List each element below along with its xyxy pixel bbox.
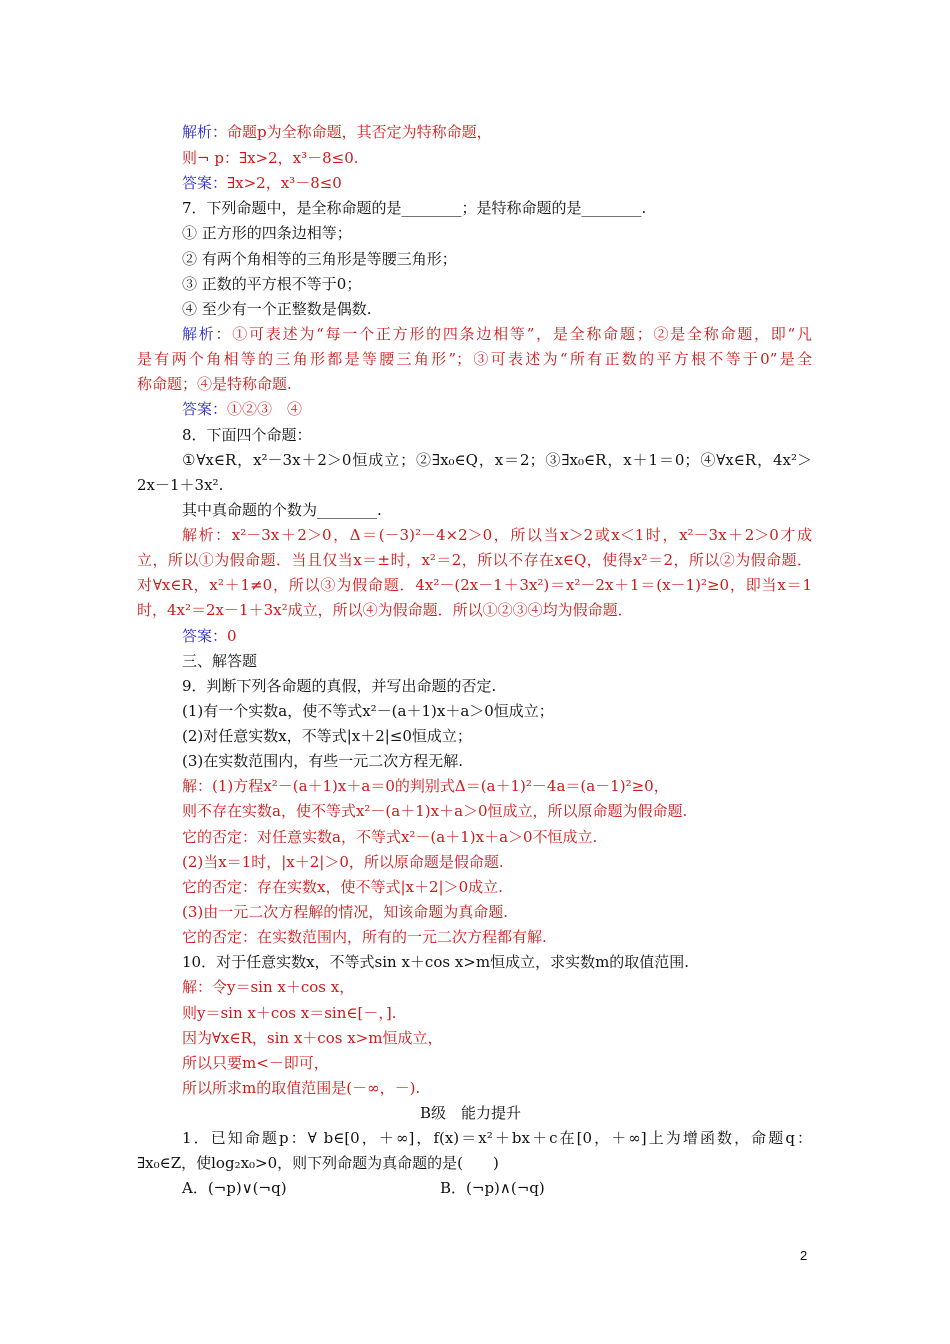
text-line-l21 — [182, 626, 237, 646]
text-line-l36 — [182, 1003, 396, 1023]
text-line-l12 — [182, 399, 302, 419]
text-line-l34 — [182, 952, 689, 972]
text-span: 它的否定：在实数范围内，所有的一元二次方程都有解. — [182, 928, 547, 946]
page-number: 2 — [800, 1248, 808, 1263]
text-span: 答案： — [182, 627, 228, 645]
text-line-l24 — [182, 701, 554, 721]
text-span: 则¬ p：∃x>2，x³－8≤0. — [182, 149, 359, 167]
text-line-l32 — [182, 902, 508, 922]
text-span: 是有两个角相等的三角形都是等腰三角形”；③可表述为“所有正数的平方根不等于0”是全 — [137, 350, 812, 368]
text-line-l2 — [182, 148, 359, 168]
text-span: 解析： — [182, 123, 228, 141]
text-line-l23 — [182, 676, 496, 696]
text-line-l20 — [137, 600, 633, 620]
text-span: 其中真命题的个数为________. — [182, 501, 382, 519]
text-line-l14 — [182, 450, 812, 470]
text-span: 解析：x²－3x＋2＞0，Δ＝(－3)²－4×2＞0，所以当x＞2或x＜1时，x²－3x＋2＞0才成 — [182, 526, 812, 544]
text-span: (2)当x＝1时，|x＋2|＞0，所以原命题是假命题. — [182, 853, 504, 871]
text-span: ∃x₀∈Z，使log₂x₀>0，则下列命题为真命题的是( ) — [137, 1154, 499, 1172]
text-line-l7 — [182, 274, 361, 294]
text-line-l9 — [182, 324, 812, 344]
text-line-l25 — [182, 726, 472, 746]
text-line-l10 — [137, 349, 812, 369]
text-line-l43a — [182, 1178, 287, 1198]
text-span: A．(¬p)∨(¬q) — [182, 1179, 287, 1197]
text-span: (2)对任意实数x，不等式|x＋2|≤0恒成立； — [182, 727, 472, 745]
text-line-l8 — [182, 299, 372, 319]
text-span: ∃x>2，x³－8≤0 — [227, 174, 342, 192]
text-span: 答案： — [182, 174, 228, 192]
text-line-l19 — [137, 575, 812, 595]
text-span: ④ 至少有一个正整数是偶数. — [182, 300, 372, 318]
text-line-l30 — [182, 852, 504, 872]
text-line-l28 — [182, 801, 687, 821]
text-span: 对∀x∈R，x²＋1≠0，所以③为假命题．4x²－(2x－1＋3x²)＝x²－2x＋1＝(x－1)²≥0，即当x＝1 — [137, 576, 812, 594]
text-line-l11 — [137, 374, 292, 394]
text-span: B级 能力提升 — [420, 1104, 522, 1122]
text-line-l37 — [182, 1028, 442, 1048]
text-line-l43b — [440, 1178, 545, 1198]
text-line-l33 — [182, 927, 547, 947]
text-span: 9．判断下列各命题的真假，并写出命题的否定. — [182, 677, 497, 695]
text-span: ③ 正数的平方根不等于0； — [182, 275, 362, 293]
text-span: ①∀x∈R，x²－3x＋2＞0恒成立；②∃x₀∈Q，x＝2；③∃x₀∈R，x＋1＝0；④∀x∈R，4x²＞ — [182, 451, 812, 469]
text-span: ① 正方形的四条边相等； — [182, 224, 352, 242]
text-line-l4 — [182, 198, 646, 218]
text-span: (3)在实数范围内，有些一元二次方程无解. — [182, 752, 464, 770]
text-line-l15 — [137, 475, 223, 495]
text-line-l3 — [182, 173, 342, 193]
text-line-l41 — [182, 1128, 812, 1148]
text-span: 则y＝sin x＋cos x＝sin∈[－，]. — [182, 1004, 397, 1022]
text-span: B．(¬p)∧(¬q) — [440, 1179, 545, 1197]
text-span: 0 — [227, 627, 237, 645]
text-line-l22 — [182, 651, 257, 671]
text-span: 命题p为全称命题，其否定为特称命题， — [227, 123, 492, 141]
text-span: 因为∀x∈R，sin x＋cos x>m恒成立， — [182, 1029, 443, 1047]
text-span: 8．下面四个命题： — [182, 426, 312, 444]
text-span: 解析： — [182, 325, 233, 343]
text-line-l16 — [182, 500, 382, 520]
text-span: ①②③ ④ — [227, 400, 303, 418]
text-span: 所以只要m<－即可， — [182, 1054, 329, 1072]
text-line-l5 — [182, 223, 352, 243]
text-span: 解：令y＝sin x＋cos x， — [182, 978, 355, 996]
text-line-l35 — [182, 977, 354, 997]
text-line-l18 — [137, 550, 812, 570]
text-span: (3)由一元二次方程解的情况，知该命题为真命题. — [182, 903, 509, 921]
text-line-l1 — [182, 122, 492, 142]
text-line-l13 — [182, 425, 312, 445]
text-span: 解：(1)方程x²－(a＋1)x＋a＝0的判别式Δ＝(a＋1)²－4a＝(a－1)²≥0， — [182, 777, 669, 795]
text-span: 7．下列命题中，是全称命题的是________；是特称命题的是________. — [182, 199, 647, 217]
text-span: (1)有一个实数a，使不等式x²－(a＋1)x＋a＞0恒成立； — [182, 702, 554, 720]
text-line-l29 — [182, 827, 597, 847]
text-span: 它的否定：存在实数x，使不等式|x＋2|＞0成立. — [182, 878, 503, 896]
text-line-l38 — [182, 1053, 329, 1073]
text-span: 所以所求m的取值范围是(－∞，－). — [182, 1079, 421, 1097]
text-span: 1．已知命题p：∀ b∈[0，＋∞]，f(x)＝x²＋bx＋c在[0，＋∞]上为增函数，命题q： — [182, 1129, 812, 1147]
text-span: 2x－1＋3x². — [137, 476, 224, 494]
text-span: 10．对于任意实数x，不等式sin x＋cos x>m恒成立，求实数m的取值范围. — [182, 953, 690, 971]
text-span: 立，所以①为假命题．当且仅当x＝±时，x²＝2，所以不存在x∈Q，使得x²＝2，所以②为假命题． — [137, 551, 812, 569]
text-line-l42 — [137, 1153, 499, 1173]
text-span: 三、解答题 — [182, 652, 258, 670]
text-span: ② 有两个角相等的三角形是等腰三角形； — [182, 250, 457, 268]
text-line-l40 — [420, 1103, 521, 1123]
text-span: 时，4x²＝2x－1＋3x²成立，所以④为假命题．所以①②③④均为假命题． — [137, 601, 633, 619]
text-line-l17 — [182, 525, 812, 545]
text-span: 答案： — [182, 400, 228, 418]
text-line-l27 — [182, 776, 669, 796]
text-line-l39 — [182, 1078, 420, 1098]
text-span: 则不存在实数a，使不等式x²－(a＋1)x＋a＞0恒成立，所以原命题为假命题. — [182, 802, 688, 820]
text-line-l31 — [182, 877, 503, 897]
text-line-l6 — [182, 249, 457, 269]
text-span: 称命题；④是特称命题. — [137, 375, 292, 393]
text-line-l26 — [182, 751, 463, 771]
text-span: ①可表述为“每一个正方形的四条边相等”，是全称命题；②是全称命题，即“凡 — [232, 325, 812, 343]
text-span: 它的否定：对任意实数a，不等式x²－(a＋1)x＋a＞0不恒成立. — [182, 828, 598, 846]
